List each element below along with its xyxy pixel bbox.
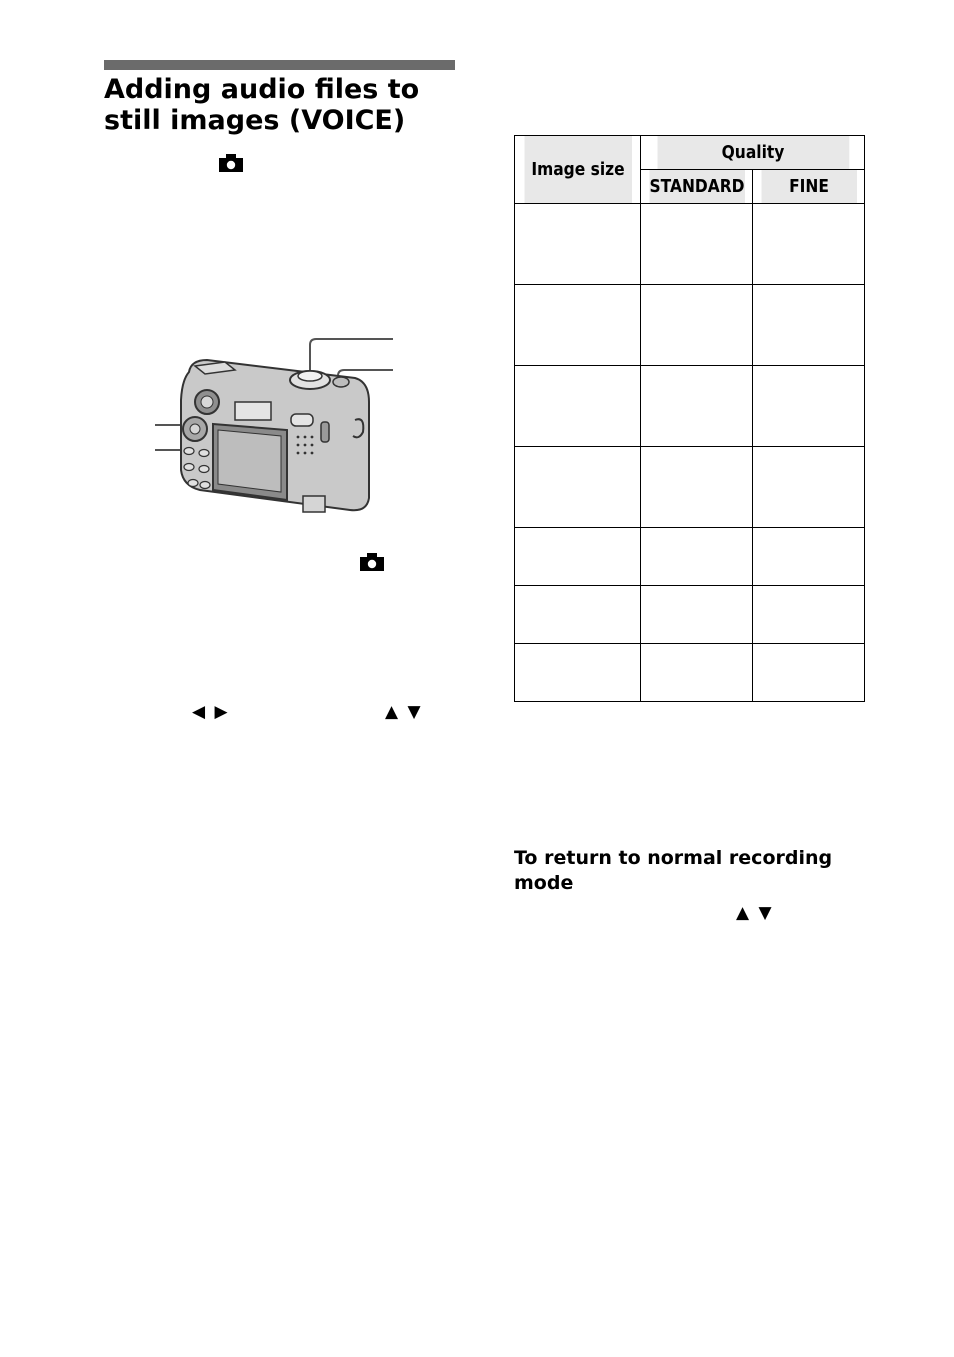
table-row xyxy=(515,528,865,586)
subsection-title: To return to normal recording mode xyxy=(514,847,833,894)
table-cell xyxy=(515,528,641,586)
table-cell xyxy=(753,528,865,586)
up-down-arrows-icon: ▲ ▼ xyxy=(385,702,423,722)
table-row xyxy=(515,644,865,702)
left-right-arrows-icon: ◀ ▶ xyxy=(192,702,230,722)
up-down-arrows-icon: ▲ ▼ xyxy=(736,903,774,923)
table-cell xyxy=(753,366,865,447)
table-cell xyxy=(515,285,641,366)
camera-icon xyxy=(359,552,385,572)
table-cell xyxy=(515,644,641,702)
table-cell xyxy=(515,204,641,285)
title-rule xyxy=(104,60,455,70)
table-cell xyxy=(641,586,753,644)
table-cell xyxy=(753,285,865,366)
table-cell xyxy=(753,644,865,702)
table-row xyxy=(515,586,865,644)
table-cell xyxy=(641,285,753,366)
table-cell xyxy=(641,644,753,702)
table-row xyxy=(515,285,865,366)
table-cell xyxy=(515,586,641,644)
table-cell xyxy=(641,528,753,586)
table-cell xyxy=(753,447,865,528)
image-size-table xyxy=(514,135,865,702)
header-quality: Quality xyxy=(656,136,849,170)
table-cell xyxy=(515,366,641,447)
table-cell xyxy=(753,586,865,644)
camera-illustration xyxy=(155,330,400,525)
header-standard: STANDARD xyxy=(648,170,744,204)
table-cell xyxy=(515,447,641,528)
table-row xyxy=(515,447,865,528)
header-image-size: Image size xyxy=(523,136,631,204)
table-row xyxy=(515,204,865,285)
table-cell xyxy=(641,366,753,447)
table-cell xyxy=(753,204,865,285)
page-title: Adding audio files to still images (VOICE) xyxy=(104,74,420,136)
table-row xyxy=(515,366,865,447)
header-fine: FINE xyxy=(760,170,856,204)
table-cell xyxy=(641,204,753,285)
camera-icon xyxy=(218,153,244,173)
table-cell xyxy=(641,447,753,528)
